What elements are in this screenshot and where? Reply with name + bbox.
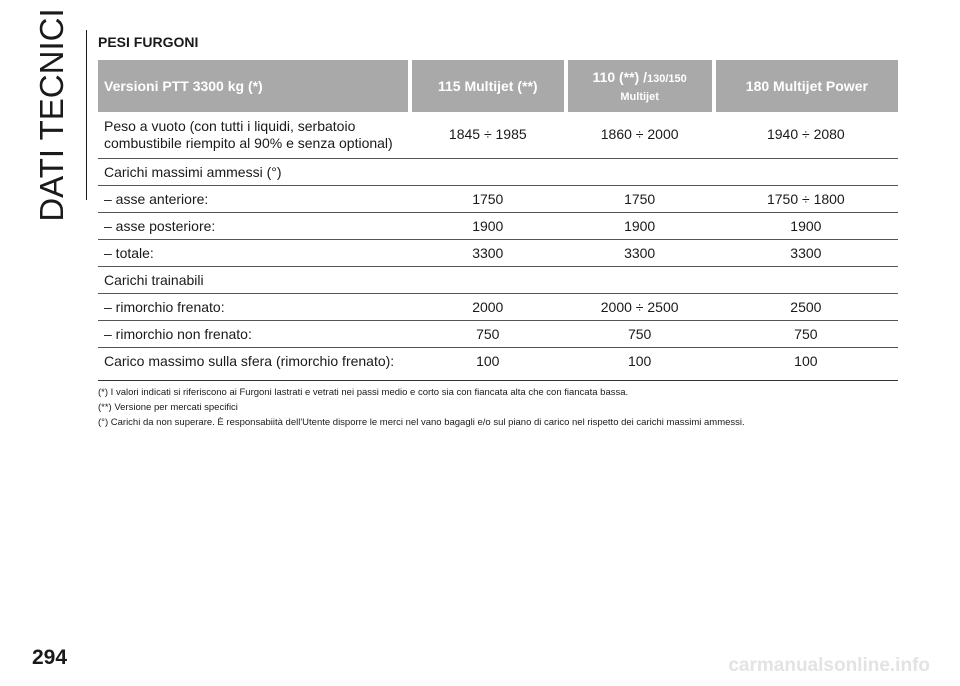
footnote: (°) Carichi da non superare. È responsabiità dell'Utente disporre le merci nel vano bagagli e/o sul piano di carico nel rispetto dei carichi massimi ammessi. — [98, 417, 745, 428]
table-row — [98, 321, 898, 348]
cell-value: 100 — [410, 348, 566, 381]
cell-value — [566, 159, 714, 186]
cell-value: 3300 — [714, 240, 898, 267]
cell-value: 1750 — [566, 186, 714, 213]
table-header-row — [98, 60, 898, 112]
footnote: (*) I valori indicati si riferiscono ai Furgoni lastrati e vetrati nei passi medio e corto sia con fiancata alta che con fiancata bassa. — [98, 387, 629, 398]
table-row — [98, 294, 898, 321]
row-label: – asse anteriore: — [98, 186, 410, 213]
table-row — [98, 112, 898, 159]
cell-value: 1900 — [566, 213, 714, 240]
footnotes — [98, 387, 898, 428]
header-130-150-text: 130/150 — [647, 72, 687, 85]
section-title: PESI FURGONI — [98, 34, 199, 50]
side-section-title — [22, 8, 82, 222]
table-row — [98, 267, 898, 294]
table-row — [98, 159, 898, 186]
side-section-title-text: DATI TECNICI — [33, 8, 70, 222]
header-versions: Versioni PTT 3300 kg (*) — [98, 60, 410, 112]
table-row — [98, 348, 898, 381]
cell-value: 2500 — [714, 294, 898, 321]
row-label-line: combustibile riempito al 90% e senza optional) — [104, 135, 393, 151]
cell-value: 100 — [566, 348, 714, 381]
table-row — [98, 186, 898, 213]
weights-table — [98, 60, 898, 381]
cell-value: 1940 ÷ 2080 — [714, 112, 898, 159]
row-label: – asse posteriore: — [98, 213, 410, 240]
cell-value: 1900 — [410, 213, 566, 240]
header-180-multijet-power: 180 Multijet Power — [714, 60, 898, 112]
header-115-multijet: 115 Multijet (**) — [410, 60, 566, 112]
cell-value — [566, 267, 714, 294]
cell-value — [714, 159, 898, 186]
header-multijet-text: Multijet — [620, 91, 659, 103]
row-label: Carico massimo sulla sfera (rimorchio frenato): — [98, 348, 410, 381]
cell-value: 3300 — [410, 240, 566, 267]
cell-value — [714, 267, 898, 294]
cell-value: 1750 ÷ 1800 — [714, 186, 898, 213]
cell-value: 100 — [714, 348, 898, 381]
cell-value: 750 — [714, 321, 898, 348]
row-label-line: Peso a vuoto (con tutti i liquidi, serbatoio — [104, 117, 356, 134]
header-110-text: 110 (**) / — [592, 68, 647, 85]
cell-value: 1845 ÷ 1985 — [410, 112, 566, 159]
header-110-130-150-multijet — [566, 60, 714, 112]
table-row — [98, 240, 898, 267]
cell-value: 1860 ÷ 2000 — [566, 112, 714, 159]
cell-value — [410, 159, 566, 186]
row-label — [98, 112, 410, 159]
watermark: carmanualsonline.info — [728, 655, 930, 676]
cell-value: 1900 — [714, 213, 898, 240]
cell-value: 750 — [410, 321, 566, 348]
cell-value: 1750 — [410, 186, 566, 213]
row-label: – rimorchio frenato: — [98, 294, 410, 321]
row-label: Carichi massimi ammessi (°) — [98, 159, 410, 186]
row-label: – totale: — [98, 240, 410, 267]
table-row — [98, 213, 898, 240]
cell-value: 3300 — [566, 240, 714, 267]
main-content — [98, 34, 898, 432]
footnote: (**) Versione per mercati specifici — [98, 402, 238, 413]
cell-value: 2000 ÷ 2500 — [566, 294, 714, 321]
cell-value — [410, 267, 566, 294]
cell-value: 2000 — [410, 294, 566, 321]
row-label: Carichi trainabili — [98, 267, 410, 294]
cell-value: 750 — [566, 321, 714, 348]
row-label: – rimorchio non frenato: — [98, 321, 410, 348]
side-divider — [86, 30, 87, 200]
page-number: 294 — [32, 646, 68, 669]
